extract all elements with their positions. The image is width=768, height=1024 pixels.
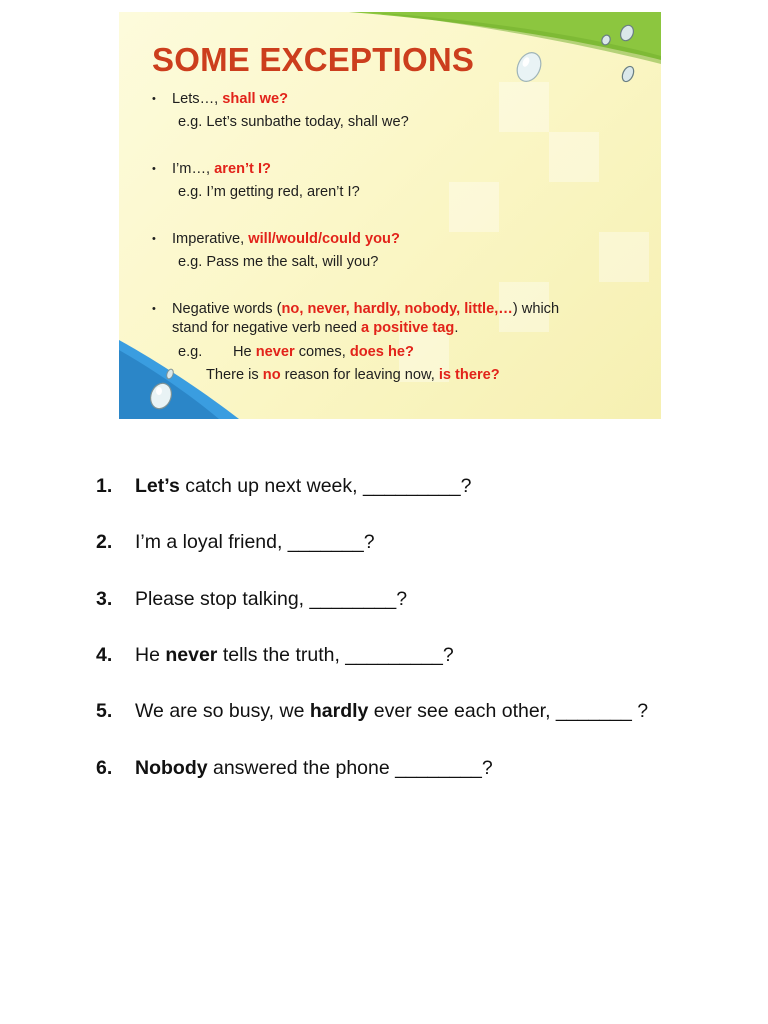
exercise-number: 4. [96, 644, 113, 666]
bullet-text: Negative words ( [172, 301, 282, 317]
example-prefix: e.g. [178, 344, 203, 360]
example-no [206, 365, 500, 385]
exercise-item-4 [96, 644, 454, 667]
negative-word: no [262, 367, 281, 383]
example-text: comes, [294, 344, 350, 360]
exercise-text: ever see each other, _______ ? [368, 700, 649, 722]
bullet-icon: • [152, 93, 156, 105]
exception-bullet-im [152, 159, 271, 179]
example-never [233, 342, 414, 362]
exception-bullet-lets [152, 89, 288, 109]
exercise-text: answered the phone ________? [207, 757, 493, 779]
rule-text: . [454, 320, 459, 336]
example-text: reason for leaving now, [280, 367, 439, 383]
negative-rule-line [172, 318, 458, 338]
example-lets: e.g. Let’s sunbathe today, shall we? [178, 114, 409, 130]
exercise-item-2 [96, 531, 375, 554]
exercise-number: 3. [96, 588, 113, 610]
question-tag: is there? [438, 367, 500, 383]
bullet-text: Imperative, [172, 231, 249, 247]
exception-bullet-negative [152, 299, 559, 319]
exercise-text: catch up next week, _________? [179, 475, 472, 497]
bullet-icon: • [152, 303, 156, 315]
exercise-number: 1. [96, 475, 113, 497]
slide-title: SOME EXCEPTIONS [152, 41, 475, 78]
bullet-text: Lets…, [172, 91, 223, 107]
example-imperative: e.g. Pass me the salt, will you? [178, 254, 379, 270]
bullet-tag: shall we? [222, 91, 288, 107]
exercise-bold-word: never [165, 644, 218, 666]
bullet-text: ) which [512, 301, 560, 317]
exercise-item-3 [96, 588, 407, 611]
rule-text: stand for negative verb need [172, 320, 362, 336]
question-tag: does he? [349, 344, 414, 360]
exercise-item-1 [96, 475, 471, 498]
exercise-text: We are so busy, we [135, 700, 310, 722]
bullet-icon: • [152, 163, 156, 175]
bullet-text: I’m…, [172, 161, 215, 177]
water-drop-icon [513, 49, 546, 85]
bullet-icon: • [152, 233, 156, 245]
positive-tag: a positive tag [361, 320, 455, 336]
negative-words: no, never, hardly, nobody, little,… [281, 301, 513, 317]
exercise-bold-word: Let’s [135, 475, 180, 497]
exercise-number: 5. [96, 700, 113, 722]
exercise-number: 6. [96, 757, 113, 779]
exercise-text: I’m a loyal friend, _______? [135, 531, 375, 553]
bullet-tag: aren’t I? [214, 161, 271, 177]
exercise-text: He [135, 644, 166, 666]
exercise-bold-word: Nobody [135, 757, 208, 779]
exercise-bold-word: hardly [309, 700, 369, 722]
example-text: There is [206, 367, 263, 383]
exercise-text: Please stop talking, ________? [135, 588, 408, 610]
negative-word: never [255, 344, 295, 360]
example-im: e.g. I’m getting red, aren’t I? [178, 184, 360, 200]
bullet-tag: will/would/could you? [248, 231, 400, 247]
exercise-number: 2. [96, 531, 113, 553]
exercise-item-5 [96, 700, 648, 723]
water-drop-icon [620, 65, 636, 84]
exception-bullet-imperative [152, 229, 400, 249]
exercise-text: tells the truth, _________? [217, 644, 454, 666]
exercise-item-6 [96, 757, 493, 780]
exceptions-slide [119, 12, 661, 419]
example-text: He [233, 344, 256, 360]
